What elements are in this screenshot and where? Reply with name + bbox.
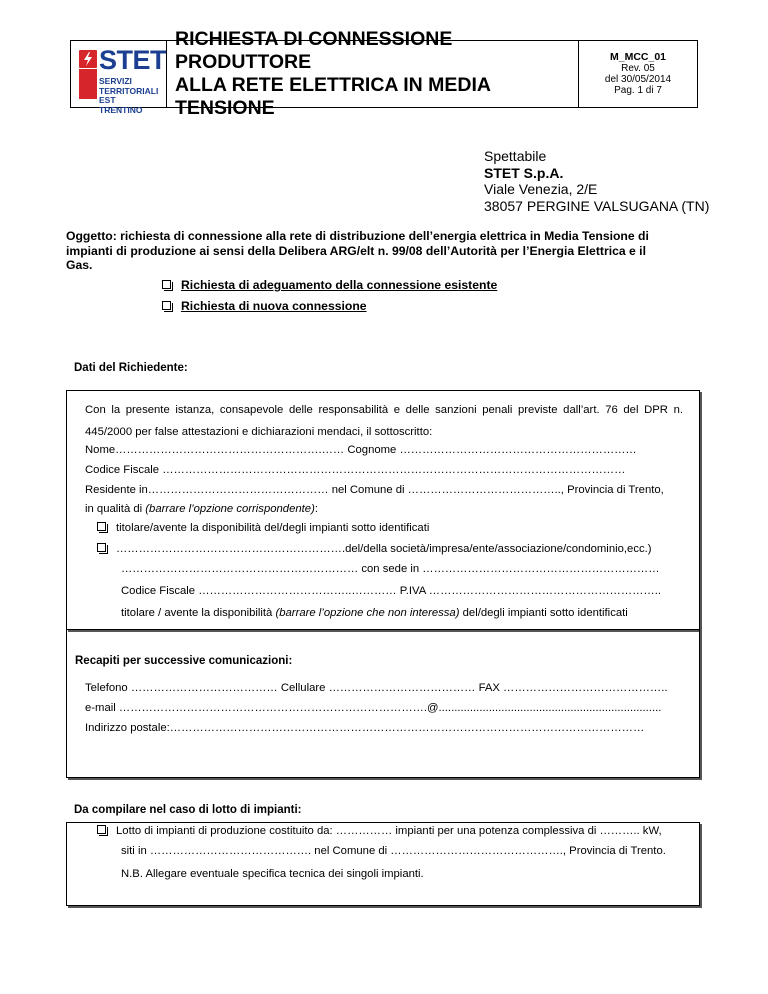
indirizzo-field[interactable]: Indirizzo postale:………………………………………………………………………………………………………………: [85, 722, 645, 734]
qualita-label: in qualità di (barrare l’opzione corrispondente):: [85, 503, 318, 515]
checkbox-icon[interactable]: [97, 543, 106, 552]
declaration-line-1: Con la presente istanza, consapevole delle responsabilità e delle sanzioni penali previste dall’art. 76 del DPR n.: [85, 404, 683, 416]
logo-bar-icon: [79, 69, 97, 99]
section-title-lotto: Da compilare nel caso di lotto di impianti:: [74, 804, 302, 816]
titolare-note: titolare / avente la disponibilità (barrare l’opzione che non interessa) del/degli impianti sotto identificati: [121, 607, 628, 619]
document-meta: [579, 41, 697, 107]
residenza-field[interactable]: Residente in………………………………………… nel Comune di ………………………………….., Provincia di Trento,: [85, 484, 664, 496]
doc-date: del 30/05/2014: [604, 74, 672, 85]
doc-page: Pag. 1 di 7: [614, 85, 662, 96]
document-title: RICHIESTA DI CONNESSIONE PRODUTTORE ALLA RETE ELETTRICA IN MEDIA TENSIONE: [167, 41, 579, 107]
option-nuova-connessione[interactable]: Richiesta di nuova connessione: [162, 299, 367, 313]
recapiti-box: [66, 630, 700, 778]
logo-subtitle: SERVIZI TERRITORIALI EST TRENTINO: [99, 76, 159, 115]
logo-lightning-icon: [79, 50, 97, 68]
sede-field[interactable]: ……………………………………………………… con sede in ………………………………………………………: [121, 563, 660, 575]
option-adeguamento[interactable]: Richiesta di adeguamento della connessione esistente: [162, 278, 497, 292]
email-field[interactable]: e-mail ……………………………………………………………………….@.......................................................................: [85, 702, 662, 714]
lotto-impianti-field[interactable]: Lotto di impianti di produzione costituito da: …………… impianti per una potenza complessiva di ……….. kW,: [97, 825, 662, 837]
lotto-note: N.B. Allegare eventuale specifica tecnica dei singoli impianti.: [121, 868, 424, 880]
doc-rev: Rev. 05: [621, 63, 655, 74]
section-title-recapiti: Recapiti per successive comunicazioni:: [75, 655, 293, 667]
checkbox-icon[interactable]: [162, 280, 171, 289]
declaration-line-2: 445/2000 per false attestazioni e dichiarazioni mendaci, il sottoscritto:: [85, 426, 433, 438]
subject-text: Oggetto: richiesta di connessione alla rete di distribuzione dell’energia elettrica in Media Tensione di impianti di produzione ai sensi della Delibera ARG/elt n. 99/08 dell’Autorità per l’Energia Elettrica e il Gas.: [66, 229, 649, 272]
cf-piva-field[interactable]: Codice Fiscale …………………………………..………… P.IVA ……………………………………………………..: [121, 585, 662, 597]
contatti-field[interactable]: Telefono ………………………………… Cellulare ………………………………… FAX ……………………………………..: [85, 682, 668, 694]
lotto-box: [66, 822, 700, 906]
option-societa[interactable]: …………………………………………………….del/della società/impresa/ente/associazione/condominio,ecc.): [97, 543, 652, 555]
nome-cognome-field[interactable]: Nome……………………………………………….…… Cognome ………………………………………………………: [85, 444, 637, 456]
company-logo: [71, 41, 167, 115]
richiedente-box: [66, 390, 700, 630]
checkbox-icon[interactable]: [162, 301, 171, 310]
codice-fiscale-field[interactable]: Codice Fiscale ……………………………………………………………………………………………………………: [85, 464, 626, 476]
checkbox-icon[interactable]: [97, 522, 106, 531]
logo-text: STET: [99, 45, 167, 75]
addressee-block: Spettabile STET S.p.A. Viale Venezia, 2/E 38057 PERGINE VALSUGANA (TN): [484, 148, 710, 214]
lotto-siti-field[interactable]: siti in ……………………………………. nel Comune di ………………………………………., Provincia di Trento.: [121, 845, 666, 857]
option-titolare[interactable]: titolare/avente la disponibilità del/degli impianti sotto identificati: [97, 522, 429, 534]
doc-code: M_MCC_01: [609, 51, 667, 63]
document-header: [70, 28, 698, 119]
section-title-richiedente: Dati del Richiedente:: [74, 362, 188, 374]
checkbox-icon[interactable]: [97, 825, 106, 834]
